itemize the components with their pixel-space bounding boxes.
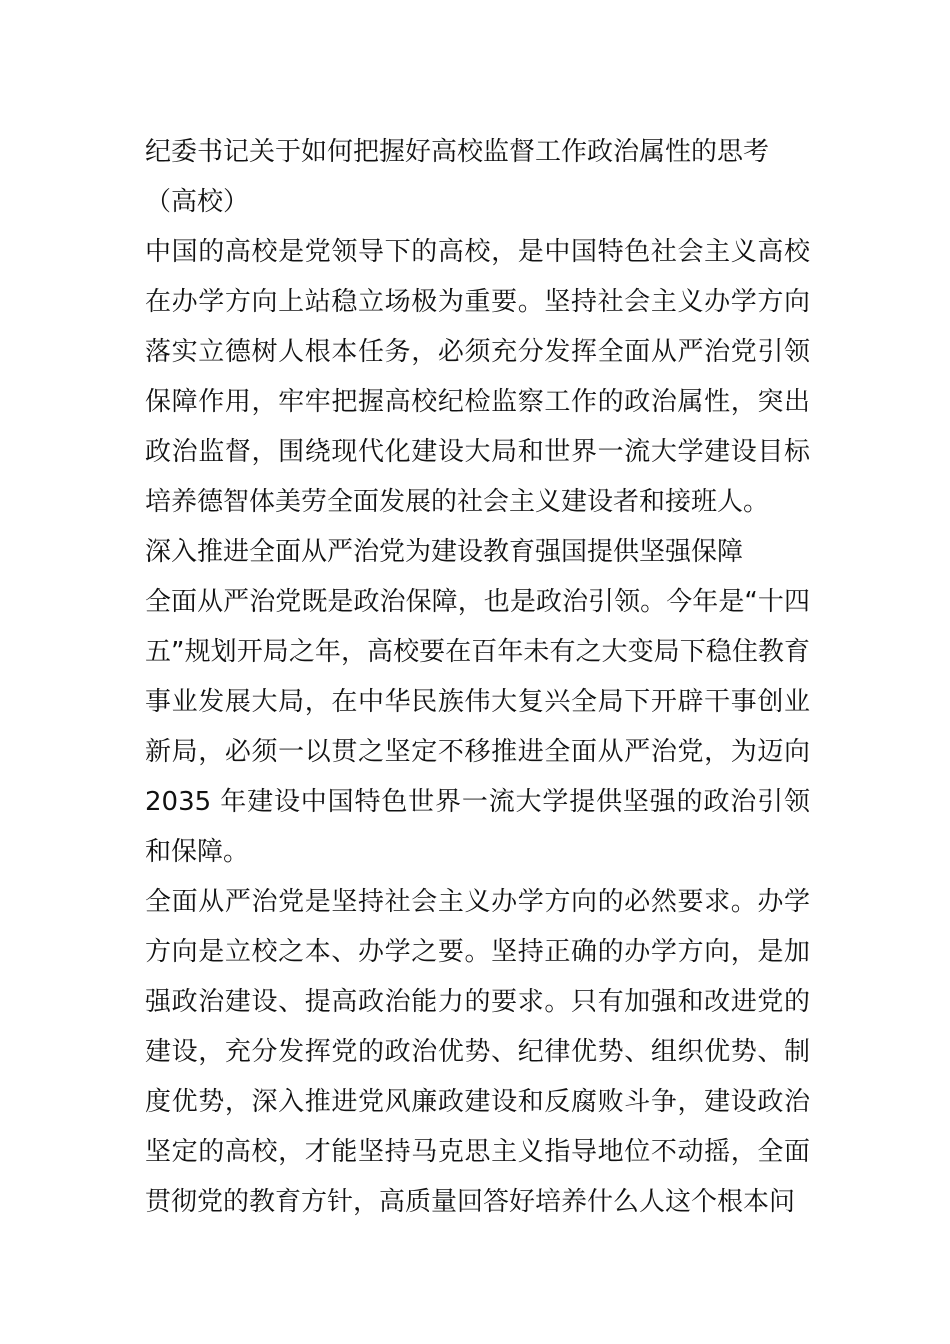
paragraph-political-guarantee: 全面从严治党既是政治保障，也是政治引领。今年是“十四五”规划开局之年，高校要在百年未有之大变局下稳住教育事业发展大局，在中华民族伟大复兴全局下开辟干事创业新局，必须一以贯之坚定不移推进全面从严治党，为迈向 2035 年建设中国特色世界一流大学提供坚强的政治引领和保障。 [145,587,810,867]
paragraph-school-direction: 全面从严治党是坚持社会主义办学方向的必然要求。办学方向是立校之本、办学之要。坚持正确的办学方向，是加强政治建设、提高政治能力的要求。只有加强和改进党的建设，充分发挥党的政治优势、纪律优势、组织优势、制度优势，深入推进党风廉政建设和反腐败斗争，建设政治坚定的高校，才能坚持马克思主义指导地位不动摇，全面贯彻党的教育方针，高质量回答好培养什么人这个根本问 [145,887,810,1217]
document-body [145,127,810,1227]
paragraph-intro: 中国的高校是党领导下的高校，是中国特色社会主义高校在办学方向上站稳立场极为重要。坚持社会主义办学方向落实立德树人根本任务，必须充分发挥全面从严治党引领保障作用，牢牢把握高校纪检监察工作的政治属性，突出政治监督，围绕现代化建设大局和世界一流大学建设目标培养德智体美劳全面发展的社会主义建设者和接班人。 [145,237,810,517]
section-heading: 深入推进全面从严治党为建设教育强国提供坚强保障 [145,537,744,567]
document-title: 纪委书记关于如何把握好高校监督工作政治属性的思考（高校） [145,137,770,217]
